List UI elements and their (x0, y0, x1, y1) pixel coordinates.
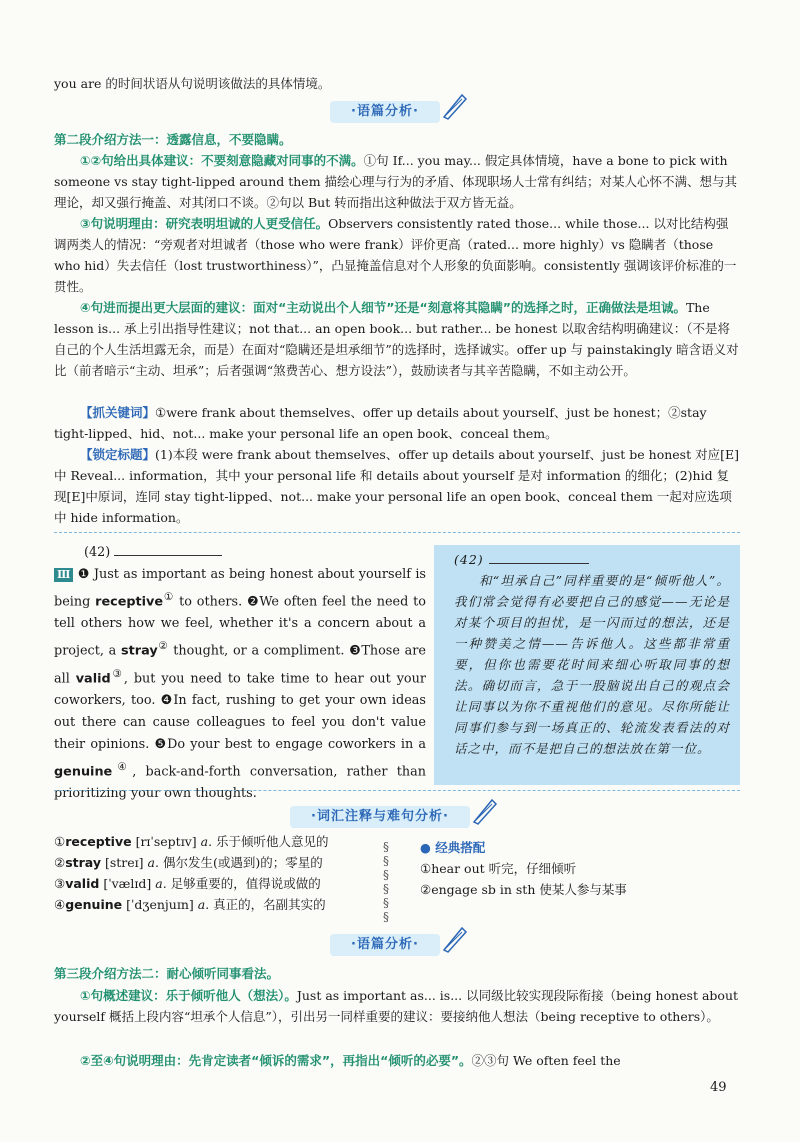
translation-box (434, 545, 740, 785)
vocab-item: ①receptive [rɪˈseptɪv] a. 乐于倾听他人意见的 (54, 834, 329, 849)
paragraph-marker: Ⅲ (54, 568, 73, 582)
divider (54, 532, 740, 533)
collocations-title: ● 经典搭配 (420, 840, 486, 855)
p2-analysis-3 (54, 297, 740, 381)
p2-analysis-2 (54, 213, 740, 297)
sentence-2a: We often feel the need to tell others how we feel, whether it's a concern about a project, a (54, 594, 426, 659)
banner-label: ·语篇分析· (351, 937, 419, 952)
answer-blank[interactable] (114, 543, 222, 556)
section-banner-vocab (290, 806, 470, 828)
section-banner-analysis-2 (330, 934, 440, 956)
p3-s2-body: ②③句 We often feel the (471, 1053, 621, 1068)
sentence-marker-icon: ❸ (349, 643, 362, 659)
p2-s3-head: ④句进而提出更大层面的建议：面对“主动说出个人细节”还是“刻意将其隐瞒”的选择之时，正确做法是坦诚。 (80, 300, 686, 315)
p3-analysis-2 (54, 1050, 740, 1071)
collocation-item: ②engage sb in sth 使某人参与某事 (420, 882, 627, 897)
p2-analysis-1 (54, 150, 740, 213)
quill-pen-icon (440, 924, 470, 954)
vocab-word-stray: stray (121, 643, 158, 659)
collocation-item: ①hear out 听完，仔细倾听 (420, 861, 577, 876)
vocab-item: ③valid [ˈvælɪd] a. 足够重要的，值得说或做的 (54, 876, 321, 891)
vocab-item: ④genuine [ˈdʒenjuɪn] a. 真正的，名副其实的 (54, 897, 326, 912)
sentence-2b: thought, or a compliment. (168, 643, 345, 659)
p2-s2-body: Observers consistently rated those... while those... 以对比结构强调两类人的情况：“旁观者对坦诚者（those who were frank）评价更高（rated... more highly）vs 隐瞒者（those who hid）失去信任（lost trustworthiness）”，凸显掩盖信息对个人形象的负面影响。consistently 强调该评价标准的一贯性。 (54, 216, 737, 294)
keywords-label: 【抓关键词】 (80, 405, 156, 420)
p3-heading: 第三段介绍方法二：耐心倾听同事看法。 (54, 966, 280, 981)
binder-spiral-icon: § § § § § § (383, 840, 389, 924)
section-banner-analysis (330, 101, 440, 123)
translation-text: 和“坦承自己”同样重要的是“倾听他人”。我们常会觉得有必要把自己的感觉——无论是对某个项目的担忧，是一闪而过的想法，还是一种赞美之情——告诉他人。这些都非常重要，但你也需要花时间来细心听取同事的想法。确切而言，急于一股脑说出自己的观点会让同事以为你不重视他们的意见。尽你所能让同事们参与到一场真正的、轮流发表看法的对话之中，而不是把自己的想法放在第一位。 (454, 573, 730, 756)
vocab-word-valid: valid (75, 670, 111, 686)
translation-number: (42) (454, 552, 484, 567)
vocab-item: ②stray [streɪ] a. 偶尔发生(或遇到)的；零星的 (54, 855, 323, 870)
sentence-marker-icon: ❺ (154, 736, 168, 752)
p2-keywords (54, 402, 740, 444)
sentence-5a: Do your best to engage coworkers in a (167, 736, 427, 752)
sentence-3b: , but you need to take time to hear out your coworkers, too. (54, 670, 426, 708)
question-number: (42) (84, 545, 111, 560)
p2-title-lock (54, 444, 740, 528)
p2-heading: 第二段介绍方法一：透露信息，不要隐瞒。 (54, 132, 292, 147)
quill-pen-icon (470, 796, 500, 826)
sentence-marker-icon: ❹ (160, 692, 174, 708)
vocab-word-genuine: genuine (54, 764, 113, 780)
translation-blank (489, 551, 589, 564)
p2-s1-body: ①句 If... you may... 假定具体情境，have a bone to pick with someone vs stay tight-lipped around them 描绘心理与行为的矛盾、体现职场人士常有纠结；对某人心怀不满、想与其理论，却又强行掩盖、对其闭口不谈。②句以 But 转而指出这种做法于双方皆无益。 (54, 153, 738, 210)
sentence-4: In fact, rushing to get your own ideas out there can cause colleagues to feel you don't value their opinions. (54, 692, 426, 752)
p3-s2-head: ②至④句说明理由：先肯定读者“倾诉的需求”，再指出“倾听的必要”。 (80, 1053, 472, 1068)
p3-analysis-1 (54, 985, 740, 1027)
title-lock-body: (1)本段 were frank about themselves、offer up details about yourself、just be honest 对应[E]中 Reveal... information，其中 your personal life 和 details about yourself 是对 information 的细化；(2)hid 复现[E]中原词，连同 stay tight-lipped、not... make your personal life an open book、conceal them 一起对应选项中 hide information。 (54, 447, 739, 525)
p2-s3-body: The lesson is... 承上引出指导性建议；not that... an open book... but rather... be honest 以取舍结构明确建议：（不是将自己的个人生活坦露无余，而是）在面对“隐瞒还是坦承细节”的选择时，选择诚实。offer up 与 painstakingly 暗含语义对比（前者暗示“主动、坦承”；后者强调“煞费苦心、想方设法”），鼓励读者与其辛苦隐瞒，不如主动公开。 (54, 300, 739, 378)
sentence-5b: , back-and-forth conversation, rather than prioritizing your own thoughts. (54, 764, 426, 802)
sentence-1a: Just as important as being honest about yourself is being (54, 567, 426, 610)
sentence-marker-icon: ❶ (77, 567, 90, 582)
divider (54, 790, 740, 791)
quill-pen-icon (440, 91, 470, 121)
p3-s1-body: Just as important as... is... 以同级比较实现段际衔接（being honest about yourself 概括上段内容“坦承个人信息”），引出另一同样重要的建议：要接纳他人想法（being receptive to others）。 (54, 988, 739, 1024)
title-lock-label: 【锁定标题】 (80, 447, 156, 462)
sentence-marker-icon: ❷ (247, 594, 260, 610)
page-number: 49 (710, 1080, 727, 1095)
collocations (420, 837, 627, 900)
sentence-1b: to others. (174, 594, 243, 610)
carryover-line: you are 的时间状语从句说明该做法的具体情境。 (54, 76, 331, 91)
p2-s1-head: ①②句给出具体建议：不要刻意隐藏对同事的不满。 (80, 153, 364, 168)
p3-s1-head: ①句概述建议：乐于倾听他人（想法）。 (80, 988, 297, 1003)
p2-s2-head: ③句说明理由：研究表明坦诚的人更受信任。 (80, 216, 329, 231)
banner-label: ·语篇分析· (351, 104, 419, 119)
banner-label: ·词汇注释与难句分析· (311, 809, 449, 824)
vocab-list (54, 831, 384, 915)
vocab-word-receptive: receptive (95, 594, 164, 610)
sentence-3a: Those are all (54, 643, 426, 686)
keywords-body: ①were frank about themselves、offer up details about yourself、just be honest；②stay tight-lipped、hid、not... make your personal life an open book、conceal them。 (54, 405, 707, 441)
passage-42: (42) Ⅲ ❶ Just as important as being honest about yourself is being receptive① to others. ❷We often feel the need to tell others how we feel, whether it's a concern about a project, a stray② thought, or a compliment. ❸Those are all valid③, but you need to take time to hear out your coworkers, too. ❹In fact, rushing to get your own ideas out there can cause colleagues to feel you don't value their opinions. ❺Do your best to engage coworkers in a genuine④, back-and-forth conversation, rather than prioritizing your own thoughts. (54, 545, 427, 802)
